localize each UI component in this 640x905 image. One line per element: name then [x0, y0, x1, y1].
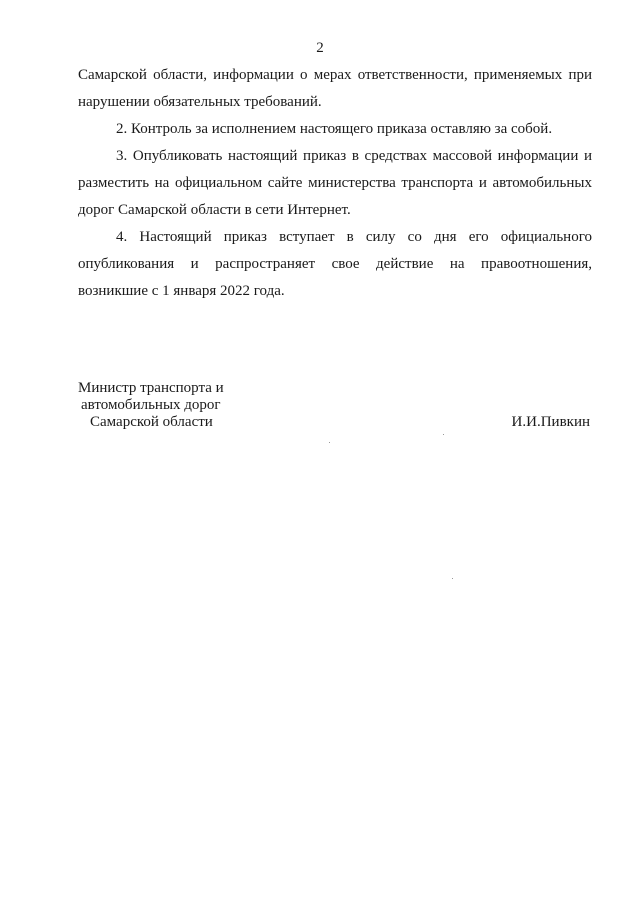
scan-speck: [329, 442, 330, 443]
paragraph-4-line-2: опубликования и распространяет свое действие на правоотношения,: [78, 256, 592, 272]
signature-position-line-1: Министр транспорта и: [78, 380, 224, 396]
paragraph-3-line-2: разместить на официальном сайте министерства транспорта и автомобильных: [78, 175, 592, 191]
signature-position: [78, 380, 224, 431]
paragraph-3-line-1: 3. Опубликовать настоящий приказ в средствах массовой информации и: [116, 148, 592, 164]
paragraph-1-line-1: Самарской области, информации о мерах ответственности, применяемых при: [78, 67, 592, 83]
document-body: [78, 62, 592, 305]
signatory-name: И.И.Пивкин: [511, 414, 590, 430]
scan-speck: [443, 434, 444, 435]
signature-position-line-2: автомобильных дорог: [81, 397, 221, 413]
paragraph-4-line-1: 4. Настоящий приказ вступает в силу со дня его официального: [116, 229, 592, 245]
page-number: 2: [316, 40, 324, 56]
paragraph-2: 2. Контроль за исполнением настоящего приказа оставляю за собой.: [116, 121, 553, 137]
paragraph-1-line-2: нарушении обязательных требований.: [78, 94, 322, 110]
signature-position-line-3: Самарской области: [90, 414, 213, 430]
paragraph-3-line-3: дорог Самарской области в сети Интернет.: [78, 202, 351, 218]
scan-speck: [452, 578, 453, 579]
paragraph-4-line-3: возникшие с 1 января 2022 года.: [78, 283, 285, 299]
